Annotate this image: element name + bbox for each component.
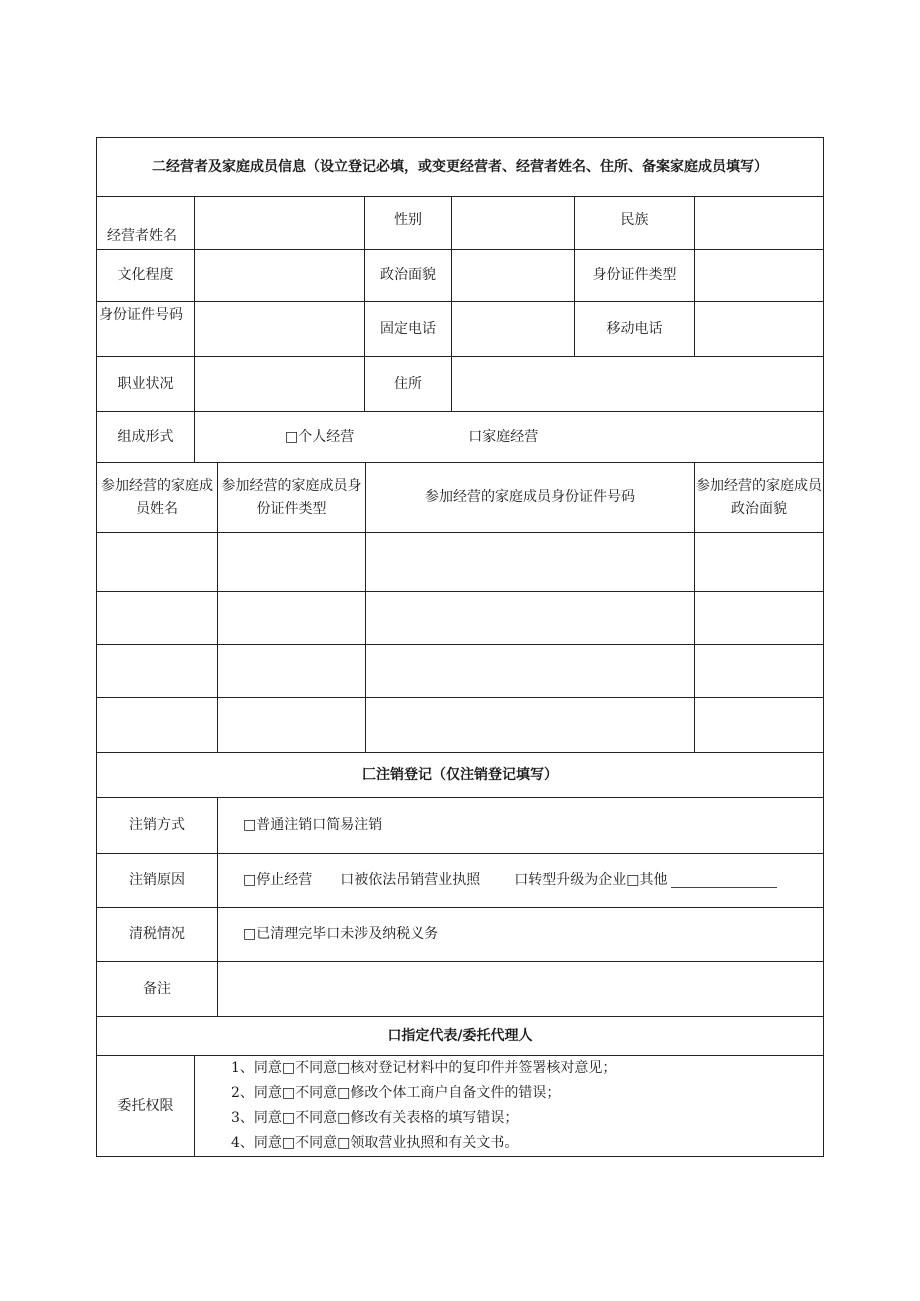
member-row-2-political[interactable] xyxy=(694,591,824,645)
gender-label xyxy=(364,196,452,250)
member-political-header xyxy=(694,462,824,533)
cancel-reason-label-text: 注销原因 xyxy=(129,872,185,889)
reason-other-blank[interactable] xyxy=(671,873,777,888)
id-number-field[interactable] xyxy=(194,301,365,357)
member-row-2-name[interactable] xyxy=(96,591,218,645)
cancel-method-label-text: 注销方式 xyxy=(129,817,185,834)
member-row-3-id-type[interactable] xyxy=(217,644,366,698)
education-field[interactable] xyxy=(194,249,365,302)
member-row-4-political[interactable] xyxy=(694,697,824,753)
ethnicity-label-text: 民族 xyxy=(620,212,649,228)
education-label-text: 文化程度 xyxy=(117,267,174,284)
id-number-label xyxy=(96,301,195,357)
registration-form xyxy=(96,137,824,1157)
authority-label xyxy=(96,1055,195,1157)
gender-field[interactable] xyxy=(451,196,575,250)
composition-label-text: 组成形式 xyxy=(117,428,174,445)
gender-label-text: 性别 xyxy=(394,212,422,228)
member-row-1-political[interactable] xyxy=(694,532,824,592)
remark-label xyxy=(96,961,218,1017)
member-id-type-header xyxy=(217,462,366,533)
tax-status-options-text[interactable]: □已清理完毕口未涉及纳税义务 xyxy=(243,926,439,943)
composition-option-individual[interactable]: □个人经营 xyxy=(285,428,355,445)
section4-title-text: 口指定代表/委托代理人 xyxy=(387,1027,533,1044)
ethnicity-field[interactable] xyxy=(694,196,824,250)
cancel-method-options-text[interactable]: □普通注销口简易注销 xyxy=(243,817,383,834)
authority-label-text: 委托权限 xyxy=(117,1097,174,1114)
member-row-4-id-type[interactable] xyxy=(217,697,366,753)
cancel-reason-options xyxy=(217,853,824,908)
member-row-1-id-type[interactable] xyxy=(217,532,366,592)
ethnicity-label xyxy=(574,196,695,250)
composition-options xyxy=(194,411,824,463)
member-name-header-text: 参加经营的家庭成员姓名 xyxy=(101,478,213,517)
political-field[interactable] xyxy=(451,249,575,302)
section2-title xyxy=(96,137,824,197)
member-row-3-political[interactable] xyxy=(694,644,824,698)
occupation-field[interactable] xyxy=(194,356,365,412)
landline-label xyxy=(364,301,452,357)
member-row-2-id-number[interactable] xyxy=(365,591,695,645)
address-field[interactable] xyxy=(451,356,824,412)
occupation-label xyxy=(96,356,195,412)
authority-list xyxy=(195,1056,616,1156)
section3-title xyxy=(96,752,824,798)
member-row-3-name[interactable] xyxy=(96,644,218,698)
member-row-1-name[interactable] xyxy=(96,532,218,592)
operator-name-label xyxy=(96,196,195,250)
mobile-label-text: 移动电话 xyxy=(606,320,663,337)
landline-field[interactable] xyxy=(451,301,575,357)
member-row-3-id-number[interactable] xyxy=(365,644,695,698)
member-id-type-header-text: 参加经营的家庭成员身份证件类型 xyxy=(221,478,362,517)
address-label xyxy=(364,356,452,412)
mobile-label xyxy=(574,301,695,357)
mobile-field[interactable] xyxy=(694,301,824,357)
reason-option-upgrade-other[interactable]: 口转型升级为企业□其他 xyxy=(514,872,668,889)
occupation-label-text: 职业状况 xyxy=(117,375,174,392)
section3-title-text: 匚注销登记（仅注销登记填写） xyxy=(362,766,558,783)
tax-status-options[interactable] xyxy=(217,907,824,962)
cancel-reason-label xyxy=(96,853,218,908)
id-type-field[interactable] xyxy=(694,249,824,302)
member-row-4-name[interactable] xyxy=(96,697,218,753)
operator-name-label-text: 经营者姓名 xyxy=(107,227,177,244)
authority-item-4[interactable]: 4、同意□不同意□领取营业执照和有关文书。 xyxy=(231,1135,519,1151)
remark-field[interactable] xyxy=(217,961,824,1017)
cancel-method-options[interactable] xyxy=(217,797,824,854)
education-label xyxy=(96,249,195,302)
political-label-text: 政治面貌 xyxy=(380,267,436,284)
section2-title-text: 二经营者及家庭成员信息（设立登记必填，或变更经营者、经营者姓名、住所、备案家庭成员填写） xyxy=(152,158,768,175)
member-political-header-text: 参加经营的家庭成员政治面貌 xyxy=(696,478,822,517)
landline-label-text: 固定电话 xyxy=(380,320,436,337)
composition-label xyxy=(96,411,195,463)
member-name-header xyxy=(96,462,218,533)
remark-label-text: 备注 xyxy=(143,980,171,997)
authority-items xyxy=(194,1055,824,1157)
member-id-number-header xyxy=(365,462,695,533)
id-type-label xyxy=(574,249,695,302)
authority-item-2[interactable]: 2、同意□不同意□修改个体工商户自备文件的错误； xyxy=(231,1085,561,1101)
cancel-method-label xyxy=(96,797,218,854)
id-type-label-text: 身份证件类型 xyxy=(592,267,677,284)
address-label-text: 住所 xyxy=(394,375,422,392)
section4-title xyxy=(96,1016,824,1056)
composition-option-family[interactable]: 口家庭经营 xyxy=(468,428,539,445)
member-row-1-id-number[interactable] xyxy=(365,532,695,592)
operator-name-field[interactable] xyxy=(194,196,365,250)
id-number-label-text: 身份证件号码 xyxy=(99,307,183,323)
political-label xyxy=(364,249,452,302)
member-row-2-id-type[interactable] xyxy=(217,591,366,645)
member-id-number-header-text: 参加经营的家庭成员身份证件号码 xyxy=(425,489,635,506)
member-row-4-id-number[interactable] xyxy=(365,697,695,753)
authority-item-3[interactable]: 3、同意□不同意□修改有关表格的填写错误； xyxy=(231,1110,519,1126)
reason-option-revoked[interactable]: 口被依法吊销营业执照 xyxy=(340,872,481,889)
authority-item-1[interactable]: 1、同意□不同意□核对登记材料中的复印件并签署核对意见； xyxy=(231,1060,617,1076)
reason-option-stop[interactable]: □停止经营 xyxy=(243,872,313,889)
tax-status-label xyxy=(96,907,218,962)
tax-status-label-text: 清税情况 xyxy=(129,926,185,943)
